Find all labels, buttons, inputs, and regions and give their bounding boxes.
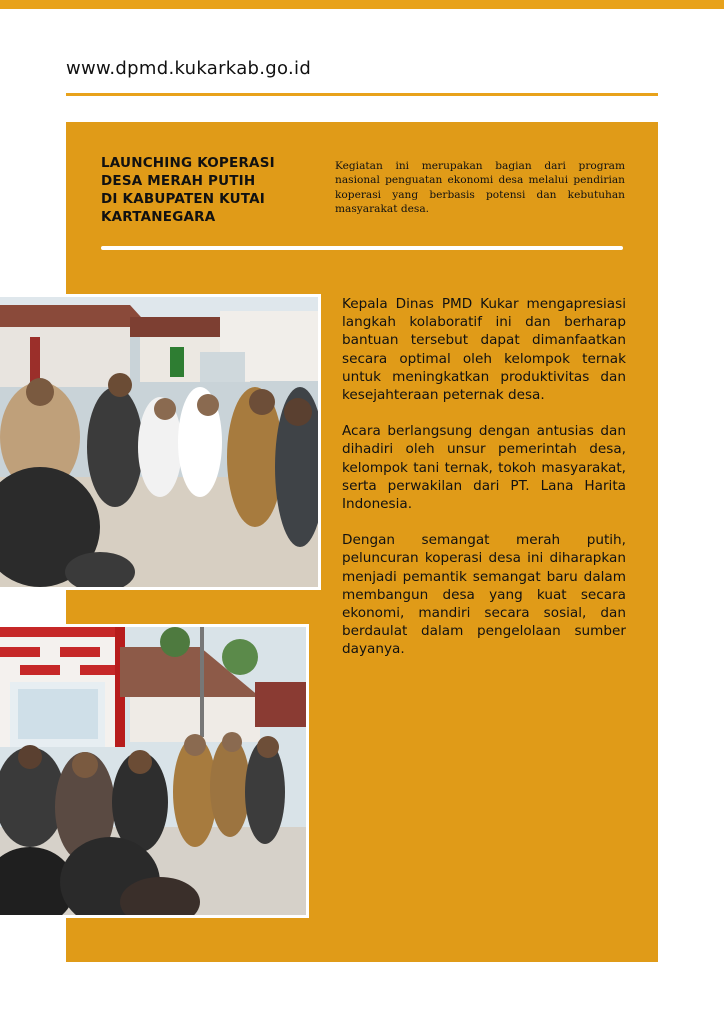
article-lead: Kegiatan ini merupakan bagian dari program nasional penguatan ekonomi desa melalui pendirian koperasi yang berbasis potensi dan kebutuhan masyarakat desa. [335, 160, 625, 215]
body-paragraph-2: Acara berlangsung dengan antusias dan dihadiri oleh unsur pemerintah desa, kelompok tani ternak, tokoh masyarakat, serta perwakilan dari PT. Lana Harita Indonesia. [342, 423, 626, 513]
article-headline: LAUNCHING KOPERASI DESA MERAH PUTIH DI KABUPATEN KUTAI KARTANEGARA [101, 155, 275, 225]
header-rule [66, 93, 658, 96]
body-paragraph-1: Kepala Dinas PMD Kukar mengapresiasi langkah kolaboratif ini dan berharap bantuan tersebut dapat dimanfaatkan secara optimal oleh kelompok ternak untuk meningkatkan produktivitas dan kesejahteraan peternak desa. [342, 296, 626, 404]
event-photo-ceremony [0, 624, 309, 918]
article-body [342, 295, 626, 677]
section-divider [101, 246, 623, 250]
event-photo-greeting [0, 294, 321, 590]
website-url: www.dpmd.kukarkab.go.id [66, 58, 312, 79]
top-accent-bar [0, 0, 724, 9]
body-paragraph-3: Dengan semangat merah putih, peluncuran koperasi desa ini diharapkan menjadi pemantik semangat baru dalam membangun desa yang kuat secara ekonomi, mandiri secara sosial, dan berdaulat dalam pengelolaan sumber dayanya. [342, 532, 626, 658]
